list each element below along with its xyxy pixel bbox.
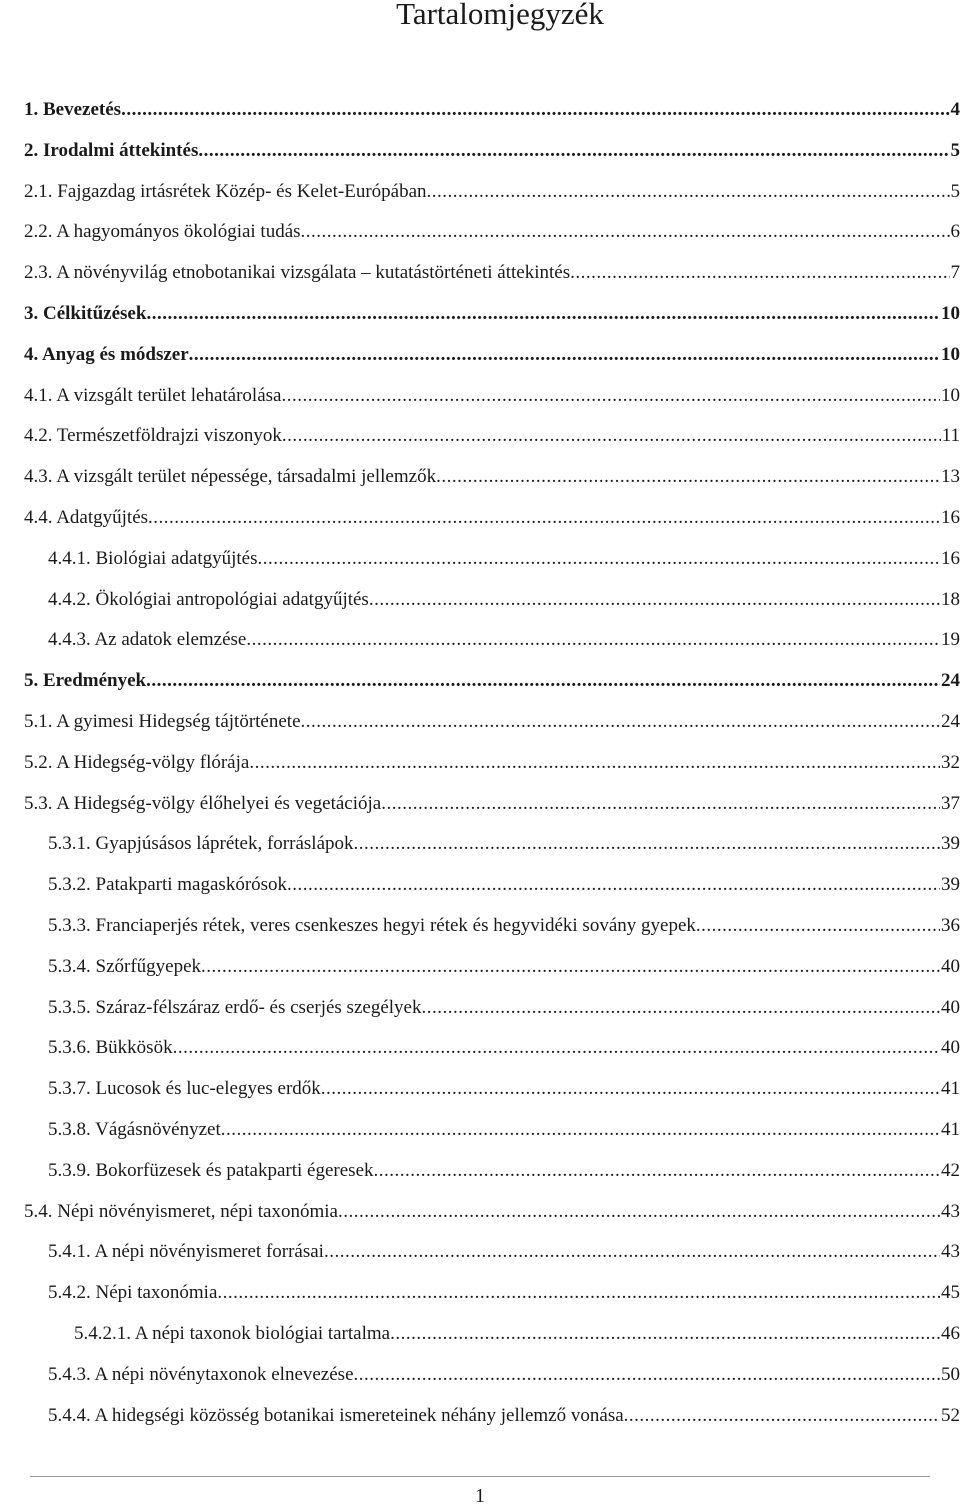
toc-entry[interactable] — [48, 1159, 960, 1183]
toc-entry-page: 40 — [941, 996, 960, 1018]
toc-entry[interactable] — [24, 710, 960, 734]
toc-leader-dots — [354, 832, 940, 856]
toc-entry[interactable] — [24, 424, 960, 448]
toc-entry[interactable] — [48, 588, 960, 612]
toc-entry-label: 4.4. Adatgyűjtés — [24, 507, 149, 528]
toc-entry-page: 4 — [950, 99, 960, 120]
page-number: 1 — [475, 1485, 485, 1507]
toc-entry[interactable] — [24, 751, 960, 775]
toc-entry-page: 6 — [950, 221, 960, 243]
toc-entry-page: 43 — [941, 1200, 960, 1222]
toc-entry-page: 32 — [941, 751, 960, 773]
toc-entry-label: 2.1. Fajgazdag irtásrétek Közép- és Kelet-Európában — [24, 180, 427, 202]
toc-leader-dots — [321, 1077, 940, 1101]
toc-entry-label: 5.3.7. Lucosok és luc-elegyes erdők — [48, 1078, 321, 1100]
toc-entry-page: 41 — [941, 1078, 960, 1100]
toc-entry-label: 5.3.5. Száraz-félszáraz erdő- és cserjés szegélyek — [48, 996, 422, 1018]
toc-entry-page: 37 — [941, 792, 960, 814]
toc-entry-page: 16 — [941, 547, 960, 569]
toc-entry-label: 5.3.1. Gyapjúsásos láprétek, forráslápok — [48, 833, 354, 855]
toc-entry[interactable] — [48, 914, 960, 938]
toc-leader-dots — [324, 1240, 940, 1264]
toc-entry[interactable] — [48, 1036, 960, 1060]
toc-entry-label: 5.3.9. Bokorfüzesek és patakparti égeresek — [48, 1159, 374, 1181]
toc-entry[interactable] — [24, 302, 960, 326]
toc-entry[interactable] — [48, 628, 960, 652]
toc-leader-dots — [301, 710, 940, 734]
toc-entry[interactable] — [24, 220, 960, 244]
toc-leader-dots — [121, 98, 949, 122]
toc-entry-page: 5 — [950, 139, 960, 161]
toc-entry[interactable] — [24, 180, 960, 204]
toc-entry-label: 5.4.1. A népi növényismeret forrásai — [48, 1241, 324, 1263]
toc-entry-page: 41 — [941, 1119, 960, 1140]
toc-entry-label: 4.4.1. Biológiai adatgyűjtés — [48, 547, 258, 569]
page-title: Tartalomjegyzék — [396, 0, 604, 31]
toc-entry-label: 5.2. A Hidegség-völgy flórája — [24, 751, 250, 773]
toc-entry-page: 19 — [941, 629, 960, 651]
toc-entry-label: 5.3.6. Bükkösök — [48, 1037, 173, 1059]
toc-entry[interactable] — [48, 1281, 960, 1305]
toc-entry-page: 39 — [941, 874, 960, 896]
toc-leader-dots — [696, 914, 940, 938]
toc-entry-page: 45 — [941, 1282, 960, 1304]
toc-leader-dots — [189, 343, 940, 367]
toc-entry[interactable] — [48, 832, 960, 856]
toc-entry-label: 4.2. Természetföldrajzi viszonyok — [24, 425, 282, 447]
toc-entry-page: 40 — [941, 1037, 960, 1059]
toc-leader-dots — [221, 1118, 940, 1142]
toc-leader-dots — [198, 139, 949, 163]
toc-entry-page: 7 — [950, 262, 960, 284]
toc-entry-label: 2.2. A hagyományos ökológiai tudás — [24, 221, 301, 243]
toc-leader-dots — [146, 669, 940, 693]
toc-entry-label: 1. Bevezetés — [24, 99, 122, 120]
toc-entry-page: 36 — [941, 915, 960, 936]
toc-entry-label: 5.3.8. Vágásnövényzet — [48, 1119, 221, 1140]
toc-entry-label: 2. Irodalmi áttekintés — [24, 139, 199, 161]
toc-leader-dots — [369, 588, 940, 612]
toc-leader-dots — [436, 465, 940, 489]
toc-entry-label: 4.4.2. Ökológiai antropológiai adatgyűjtés — [48, 588, 369, 610]
toc-entry[interactable] — [48, 1363, 960, 1387]
toc-entry-page: 40 — [941, 955, 960, 977]
toc-entry-label: 5.4.4. A hidegségi közösség botanikai ismereteinek néhány jellemző vonása — [48, 1404, 624, 1426]
toc-leader-dots — [381, 792, 940, 816]
toc-entry-page: 46 — [941, 1323, 960, 1344]
footer-divider — [30, 1476, 930, 1477]
toc-entry[interactable] — [24, 669, 960, 693]
toc-entry-label: 2.3. A növényvilág etnobotanikai vizsgálata – kutatástörténeti áttekintés — [24, 262, 571, 284]
toc-entry-label: 5.3.3. Franciaperjés rétek, veres csenkeszes hegyi rétek és hegyvidéki sovány gyepek — [48, 915, 696, 936]
toc-entry-label: 5.3. A Hidegség-völgy élőhelyei és vegetációja — [24, 792, 382, 814]
toc-entry-page: 43 — [941, 1241, 960, 1263]
toc-leader-dots — [146, 302, 940, 326]
toc-entry-page: 11 — [941, 425, 960, 447]
toc-leader-dots — [301, 220, 950, 244]
toc-entry[interactable] — [24, 261, 960, 285]
toc-leader-dots — [217, 1281, 940, 1305]
toc-leader-dots — [338, 1200, 940, 1224]
toc-leader-dots — [173, 1036, 940, 1060]
toc-leader-dots — [390, 1322, 940, 1346]
toc-entry-label: 5.4.2.1. A népi taxonok biológiai tartalma — [74, 1323, 391, 1344]
toc-entry[interactable] — [48, 955, 960, 979]
toc-leader-dots — [287, 873, 940, 897]
toc-leader-dots — [281, 384, 940, 408]
toc-entry[interactable] — [24, 465, 960, 489]
toc-entry-page: 5 — [950, 180, 960, 202]
toc-entry-page: 10 — [941, 303, 960, 324]
toc-entry[interactable] — [48, 1077, 960, 1101]
toc-entry-page: 52 — [941, 1404, 960, 1426]
toc-entry[interactable] — [48, 996, 960, 1020]
toc-entry-page: 13 — [941, 466, 960, 488]
toc-entry-label: 5.4.3. A népi növénytaxonok elnevezése — [48, 1363, 354, 1385]
toc-entry-page: 24 — [941, 711, 960, 732]
toc-leader-dots — [148, 506, 940, 530]
toc-entry-page: 50 — [941, 1363, 960, 1385]
toc-entry-label: 4. Anyag és módszer — [24, 343, 189, 365]
toc-entry[interactable] — [24, 98, 960, 122]
toc-entry-label: 5.1. A gyimesi Hidegség tájtörténete — [24, 711, 301, 732]
toc-entry-page: 18 — [941, 588, 960, 610]
toc-entry[interactable] — [24, 139, 960, 163]
toc-leader-dots — [282, 424, 941, 448]
toc-entry-page: 42 — [941, 1159, 960, 1181]
toc-entry-label: 4.4.3. Az adatok elemzése — [48, 629, 247, 651]
toc-entry[interactable] — [24, 384, 960, 408]
toc-entry-page: 10 — [941, 384, 960, 406]
toc-entry[interactable] — [48, 547, 960, 571]
toc-entry-page: 10 — [941, 343, 960, 365]
toc-entry-label: 4.3. A vizsgált terület népessége, társadalmi jellemzők — [24, 466, 437, 488]
toc-leader-dots — [258, 547, 940, 571]
toc-entry-label: 5. Eredmények — [24, 670, 147, 692]
toc-entry-label: 4.1. A vizsgált terület lehatárolása — [24, 384, 282, 406]
toc-entry[interactable] — [24, 343, 960, 367]
toc-entry-label: 5.3.4. Szőrfűgyepek — [48, 955, 202, 977]
toc-leader-dots — [354, 1363, 940, 1387]
toc-entry-label: 5.4.2. Népi taxonómia — [48, 1282, 218, 1304]
toc-entry[interactable] — [24, 1200, 960, 1224]
toc-leader-dots — [249, 751, 940, 775]
toc-entry-page: 39 — [941, 833, 960, 855]
toc-entry[interactable] — [48, 1118, 960, 1142]
toc-entry-page: 16 — [941, 507, 960, 528]
toc-leader-dots — [374, 1159, 940, 1183]
toc-entry[interactable] — [48, 1404, 960, 1428]
toc-entry-label: 3. Célkitűzések — [24, 303, 147, 324]
toc-leader-dots — [201, 955, 940, 979]
toc-entry[interactable] — [24, 792, 960, 816]
toc-entry-page: 24 — [941, 670, 960, 692]
toc-entry[interactable] — [24, 506, 960, 530]
toc-leader-dots — [246, 628, 940, 652]
toc-entry[interactable] — [48, 873, 960, 897]
toc-leader-dots — [427, 180, 950, 204]
toc-leader-dots — [570, 261, 949, 285]
toc-entry-label: 5.4. Népi növényismeret, népi taxonómia — [24, 1200, 338, 1222]
toc-entry[interactable] — [48, 1240, 960, 1264]
toc-leader-dots — [624, 1404, 940, 1428]
toc-entry[interactable] — [74, 1322, 960, 1346]
toc-leader-dots — [421, 996, 940, 1020]
toc-entry-label: 5.3.2. Patakparti magaskórósok — [48, 874, 288, 896]
